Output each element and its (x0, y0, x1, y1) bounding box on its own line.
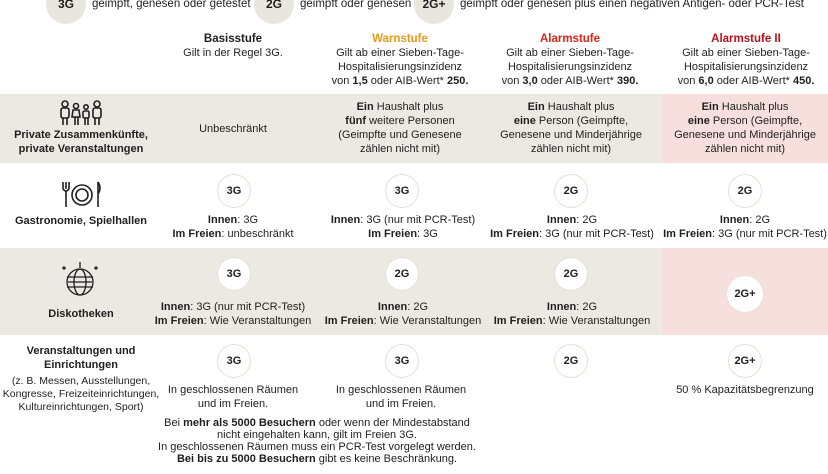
badge-disco-alarm2: 2G+ (727, 276, 763, 312)
bold-text: Innen (207, 214, 238, 226)
column-header-warnstufe (320, 32, 480, 88)
bold-text: Innen (546, 301, 577, 313)
column-header-alarmstufe (490, 32, 650, 88)
column-desc-line3 (664, 74, 828, 88)
text: In geschlossenen Räumen (167, 384, 299, 396)
bold-text: Innen (160, 301, 191, 313)
bold-text: Innen (330, 214, 361, 226)
text: : 2G (407, 301, 429, 313)
row-label-disco: Diskotheken (48, 308, 114, 320)
cutlery-icon (60, 180, 104, 208)
legend-text-3g: geimpft, genesen oder getestet (92, 0, 251, 10)
cell-private-warn (318, 100, 482, 156)
badge-gastro-warn: 3G (386, 175, 418, 207)
column-desc-line3 (320, 74, 480, 88)
text: : 2G (576, 301, 598, 313)
text: : 3G (nur mit PCR-Test) (712, 228, 827, 240)
bold-text: Im Freien (324, 315, 374, 327)
text: (z. B. Messen, Ausstellungen, (11, 375, 151, 387)
cell-gastro-basis (158, 213, 308, 241)
text: gibt es keine Beschränkung. (315, 453, 458, 465)
legend-badge-3g: 3G (46, 0, 86, 24)
bold-text: mehr als 5000 Besuchern (183, 417, 316, 429)
text: weitere Personen (366, 115, 455, 127)
text: zählen nicht mit) (359, 143, 441, 155)
badge-gastro-alarm: 2G (555, 175, 587, 207)
text: zählen nicht mit) (704, 143, 786, 155)
column-desc-line2: Hospitalisierungsinzidenz (683, 61, 809, 73)
text: Person (Geimpfte, (709, 115, 803, 127)
people-icon (58, 100, 104, 126)
aib-value: 390. (616, 75, 639, 87)
events-footnote (152, 417, 482, 465)
cell-gastro-alarm (484, 213, 660, 241)
text: und im Freien. (365, 398, 437, 410)
aib-value: 250. (446, 75, 469, 87)
row-label-line: Einrichtungen (44, 359, 118, 371)
row-label-line: Veranstaltungen und (26, 345, 136, 357)
cell-private-alarm2 (662, 100, 828, 156)
cell-private-basis: Unbeschränkt (199, 123, 267, 135)
bold-text: eine (687, 115, 710, 127)
text: : 2G (749, 214, 771, 226)
badge-gastro-alarm2: 2G (729, 175, 761, 207)
disco-ball-icon (60, 262, 100, 298)
text: : 3G (nur mit PCR-Test) (190, 301, 306, 313)
cell-events-warn (326, 383, 476, 411)
column-desc: Gilt in der Regel 3G. (183, 47, 283, 59)
text: nicht eingehalten kann, gilt im Freien 3G. (217, 429, 417, 441)
column-desc-line1: Gilt ab einer Sieben-Tage- (506, 47, 634, 59)
cell-gastro-warn (318, 213, 488, 241)
cell-disco-basis (150, 300, 316, 328)
text: : Wie Veranstaltungen (542, 315, 651, 327)
bold-text: Im Freien (493, 315, 543, 327)
text: (Geimpfte und Genesene (338, 129, 462, 141)
text: : 3G (417, 228, 438, 240)
cell-private-alarm (488, 100, 654, 156)
text: Genesene und Minderjährige (500, 129, 642, 141)
column-desc-line1: Gilt ab einer Sieben-Tage- (336, 47, 464, 59)
text: : 3G (nur mit PCR-Test) (539, 228, 654, 240)
bold-text: Ein (527, 101, 545, 113)
text: Genesene und Minderjährige (674, 129, 816, 141)
bold-text: Im Freien (154, 315, 204, 327)
bold-text: Im Freien (663, 228, 712, 240)
bold-text: fünf (345, 115, 367, 127)
row-label-private (0, 128, 162, 156)
column-desc-line3 (490, 74, 650, 88)
incidence-value: 6,0 (698, 75, 714, 87)
badge-events-alarm2: 2G+ (729, 345, 761, 377)
text: von (677, 75, 699, 87)
incidence-value: 1,5 (352, 75, 368, 87)
text: oder AIB-Wert* (713, 75, 793, 87)
text: Haushalt plus (544, 101, 615, 113)
cell-disco-warn (318, 300, 488, 328)
aib-value: 450. (792, 75, 815, 87)
text: : unbeschränkt (221, 228, 294, 240)
legend-badge-2g: 2G (254, 0, 294, 24)
bold-text: Innen (377, 301, 408, 313)
bold-text: Bei bis zu 5000 Besuchern (176, 453, 316, 465)
cell-disco-alarm (484, 300, 660, 328)
badge-events-basis: 3G (218, 345, 250, 377)
text: Haushalt plus (373, 101, 444, 113)
text: : 3G (237, 214, 259, 226)
text: Haushalt plus (718, 101, 789, 113)
bold-text: Innen (546, 214, 577, 226)
text: oder AIB-Wert* (367, 75, 447, 87)
text: In geschlossenen Räumen (335, 384, 467, 396)
text: In geschlossenen Räumen muss ein PCR-Test vorgelegt werden. (158, 441, 476, 453)
text: : Wie Veranstaltungen (203, 315, 312, 327)
text: von (501, 75, 523, 87)
row-label-line: Private Zusammenkünfte, (14, 129, 148, 141)
legend-badge-2g-plus: 2G+ (414, 0, 454, 24)
column-title: Basisstufe (203, 33, 263, 45)
badge-events-alarm: 2G (555, 345, 587, 377)
text: : Wie Veranstaltungen (373, 315, 482, 327)
text: : 3G (nur mit PCR-Test) (360, 214, 476, 226)
column-header-basisstufe (158, 32, 308, 60)
column-desc-line2: Hospitalisierungsinzidenz (507, 61, 633, 73)
row-label-events (0, 344, 162, 372)
column-title: Alarmstufe II (711, 33, 781, 45)
badge-gastro-basis: 3G (218, 175, 250, 207)
row-label-gastro: Gastronomie, Spielhallen (14, 215, 148, 227)
text: oder AIB-Wert* (537, 75, 617, 87)
text: Kongresse, Freizeiteinrichtungen, (2, 388, 160, 400)
badge-disco-alarm: 2G (555, 258, 587, 290)
text: Bei (164, 417, 184, 429)
badge-events-warn: 3G (386, 345, 418, 377)
text: zählen nicht mit) (530, 143, 612, 155)
column-desc-line1: Gilt ab einer Sieben-Tage- (682, 47, 810, 59)
badge-disco-basis: 3G (218, 258, 250, 290)
bold-text: Im Freien (368, 228, 418, 240)
row-sublabel-events (0, 375, 162, 414)
bold-text: Innen (719, 214, 750, 226)
cell-events-alarm2: 50 % Kapazitätsbegrenzung (676, 384, 814, 396)
text: Kultureinrichtungen, Sport) (18, 401, 144, 413)
bold-text: Ein (701, 101, 719, 113)
bold-text: Im Freien (172, 228, 222, 240)
bold-text: Ein (356, 101, 374, 113)
column-desc-line2: Hospitalisierungsinzidenz (337, 61, 463, 73)
cell-gastro-alarm2 (662, 213, 828, 241)
text: : 2G (576, 214, 598, 226)
column-header-alarmstufe-2 (664, 32, 828, 88)
legend-text-2g-plus: geimpft oder genesen plus einen negativen Antigen- oder PCR-Test (460, 0, 804, 10)
column-title: Warnstufe (372, 33, 428, 45)
bold-text: eine (513, 115, 536, 127)
incidence-value: 3,0 (522, 75, 538, 87)
text: und im Freien. (197, 398, 269, 410)
text: oder wenn der Mindestabstand (315, 417, 470, 429)
column-title: Alarmstufe (539, 33, 601, 45)
badge-disco-warn: 2G (386, 258, 418, 290)
row-label-line: private Veranstaltungen (18, 143, 144, 155)
legend-text-2g: geimpft oder genesen (300, 0, 412, 10)
text: Person (Geimpfte, (535, 115, 629, 127)
text: von (331, 75, 353, 87)
bold-text: Im Freien (490, 228, 539, 240)
cell-events-basis (158, 383, 308, 411)
